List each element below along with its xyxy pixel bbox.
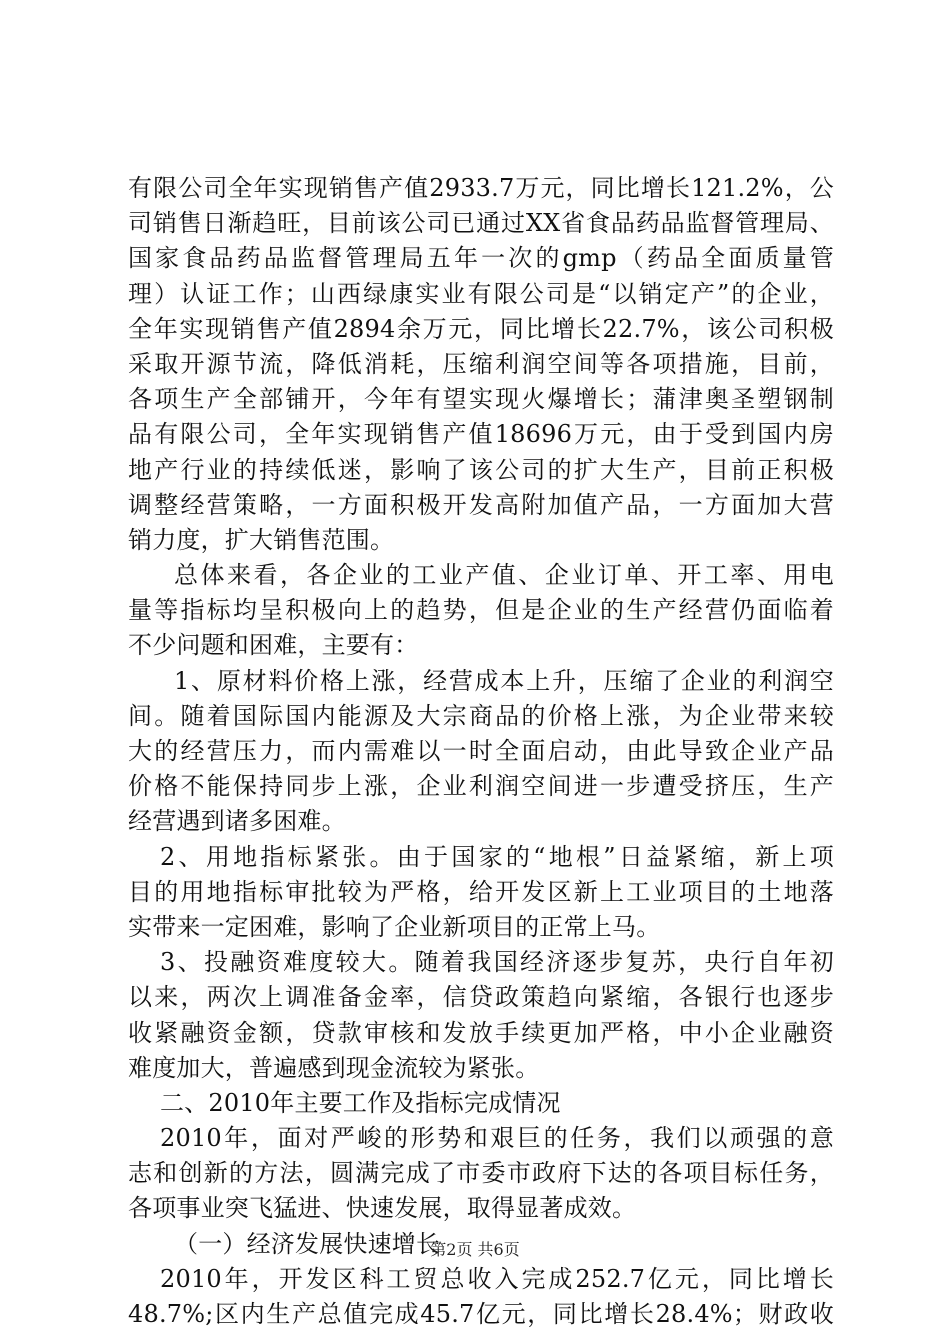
text-line: 3、投融资难度较大。随着我国经济逐步复苏，央行自年初	[160, 948, 834, 977]
text-line: 各项事业突飞猛进、快速发展，取得显著成效。	[128, 1194, 637, 1223]
text-line: 有限公司全年实现销售产值2933.7万元，同比增长121.2%，公	[128, 174, 834, 202]
text-line: 二、2010年主要工作及指标完成情况	[160, 1088, 561, 1117]
text-line: 经营遇到诸多困难。	[128, 807, 346, 836]
text-line: 调整经营策略，一方面积极开发高附加值产品，一方面加大营	[128, 490, 834, 519]
text-line: 采取开源节流，降低消耗，压缩利润空间等各项措施，目前，	[128, 349, 834, 378]
text-line: 不少问题和困难，主要有：	[128, 631, 419, 660]
text-line: 价格不能保持同步上涨，企业利润空间进一步遭受挤压，生产	[128, 772, 834, 801]
text-line: 国家食品药品监督管理局五年一次的gmp（药品全面质量管	[128, 244, 834, 273]
text-line: 全年实现销售产值2894余万元，同比增长22.7%，该公司积极	[128, 314, 834, 343]
text-line: 志和创新的方法，圆满完成了市委市政府下达的各项目标任务，	[128, 1159, 834, 1188]
text-line: 大的经营压力，而内需难以一时全面启动，由此导致企业产品	[128, 737, 834, 765]
text-line: 48.7%;区内生产总值完成45.7亿元，同比增长28.4%；财政收	[128, 1300, 834, 1328]
text-line: 2、用地指标紧张。由于国家的“地根”日益紧缩，新上项	[160, 842, 834, 871]
text-line: 司销售日渐趋旺，目前该公司已通过XX省食品药品监督管理局、	[128, 209, 834, 238]
text-line: 间。随着国际国内能源及大宗商品的价格上涨，为企业带来较	[128, 701, 834, 730]
text-line: 量等指标均呈积极向上的趋势，但是企业的生产经营仍面临着	[128, 596, 834, 625]
text-line: 各项生产全部铺开，今年有望实现火爆增长；蒲津奥圣塑钢制	[128, 385, 834, 414]
text-line: 2010年，开发区科工贸总收入完成252.7亿元，同比增长	[160, 1264, 834, 1293]
text-line: 总体来看，各企业的工业产值、企业订单、开工率、用电	[174, 561, 834, 590]
text-line: 难度加大，普遍感到现金流较为紧张。	[128, 1053, 540, 1082]
text-line: 收紧融资金额，贷款审核和发放手续更加严格，中小企业融资	[128, 1018, 834, 1047]
text-line: 1、原材料价格上涨，经营成本上升，压缩了企业的利润空	[174, 666, 834, 695]
text-line: 2010年，面对严峻的形势和艰巨的任务，我们以顽强的意	[160, 1124, 834, 1153]
text-line: 以来，两次上调准备金率，信贷政策趋向紧缩，各银行也逐步	[128, 983, 834, 1012]
text-line: 品有限公司，全年实现销售产值18696万元，由于受到国内房	[128, 420, 834, 449]
text-line: 地产行业的持续低迷，影响了该公司的扩大生产，目前正积极	[128, 455, 834, 484]
text-line: 目的用地指标审批较为严格，给开发区新上工业项目的土地落	[128, 877, 834, 906]
document-body	[128, 171, 834, 1332]
text-line: （一）经济发展快速增长	[174, 1229, 441, 1258]
text-line: 理）认证工作；山西绿康实业有限公司是“以销定产”的企业，	[128, 279, 834, 308]
text-line: 实带来一定困难，影响了企业新项目的正常上马。	[128, 912, 661, 941]
text-line: 销力度，扩大销售范围。	[128, 525, 395, 554]
page-footer: 第2页 共6页	[430, 1240, 520, 1259]
